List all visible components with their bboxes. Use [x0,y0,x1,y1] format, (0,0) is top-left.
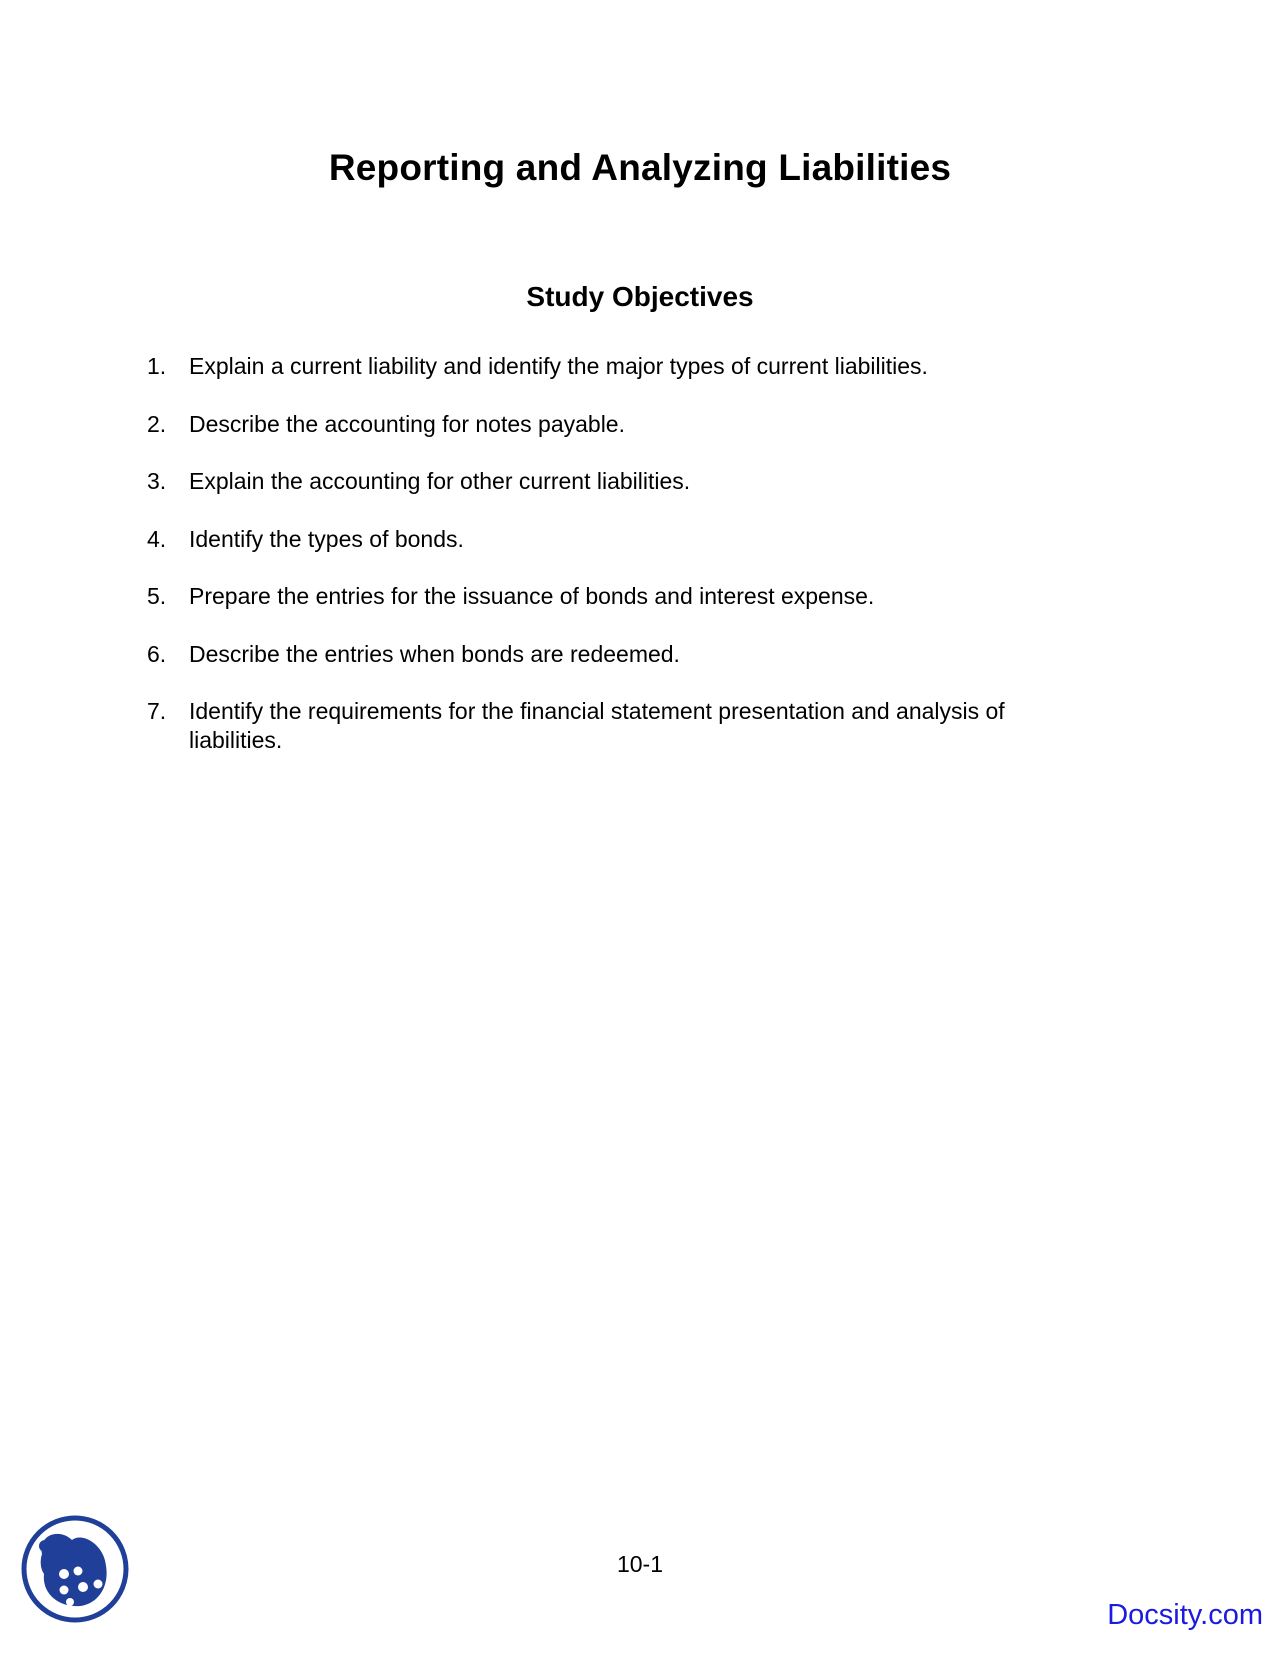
list-item-number: 5. [147,583,167,609]
list-item [147,352,1087,381]
list-item-text: Describe the accounting for notes payable. [189,410,625,437]
list-item [147,467,1087,496]
section-title: Study Objectives [526,281,754,312]
list-item [147,525,1087,554]
list-item-text: Explain the accounting for other current liabilities. [189,468,691,494]
list-item-number: 3. [147,468,167,494]
list-item-number: 1. [147,353,167,379]
list-item [147,697,1087,755]
objectives-list [147,352,1087,784]
list-item-text: Identify the requirements for the financial statement presentation and analysis of liabilities. [189,698,1005,753]
docsity-logo-icon[interactable] [20,1514,130,1624]
list-item-text: Describe the entries when bonds are redeemed. [189,640,680,667]
list-item-number: 2. [147,410,167,437]
list-item-number: 4. [147,525,167,552]
list-item [147,640,1087,669]
list-item-number: 6. [147,640,167,667]
list-item-number: 7. [147,698,167,724]
page-number: 10-1 [616,1551,664,1577]
list-item-text: Prepare the entries for the issuance of bonds and interest expense. [189,583,875,609]
list-item [147,410,1087,439]
page-title: Reporting and Analyzing Liabilities [328,147,952,188]
docsity-brand-link[interactable]: Docsity.com [1107,1599,1263,1631]
list-item-text: Identify the types of bonds. [189,525,464,552]
list-item-text: Explain a current liability and identify the major types of current liabilities. [189,353,928,379]
list-item [147,582,1087,611]
